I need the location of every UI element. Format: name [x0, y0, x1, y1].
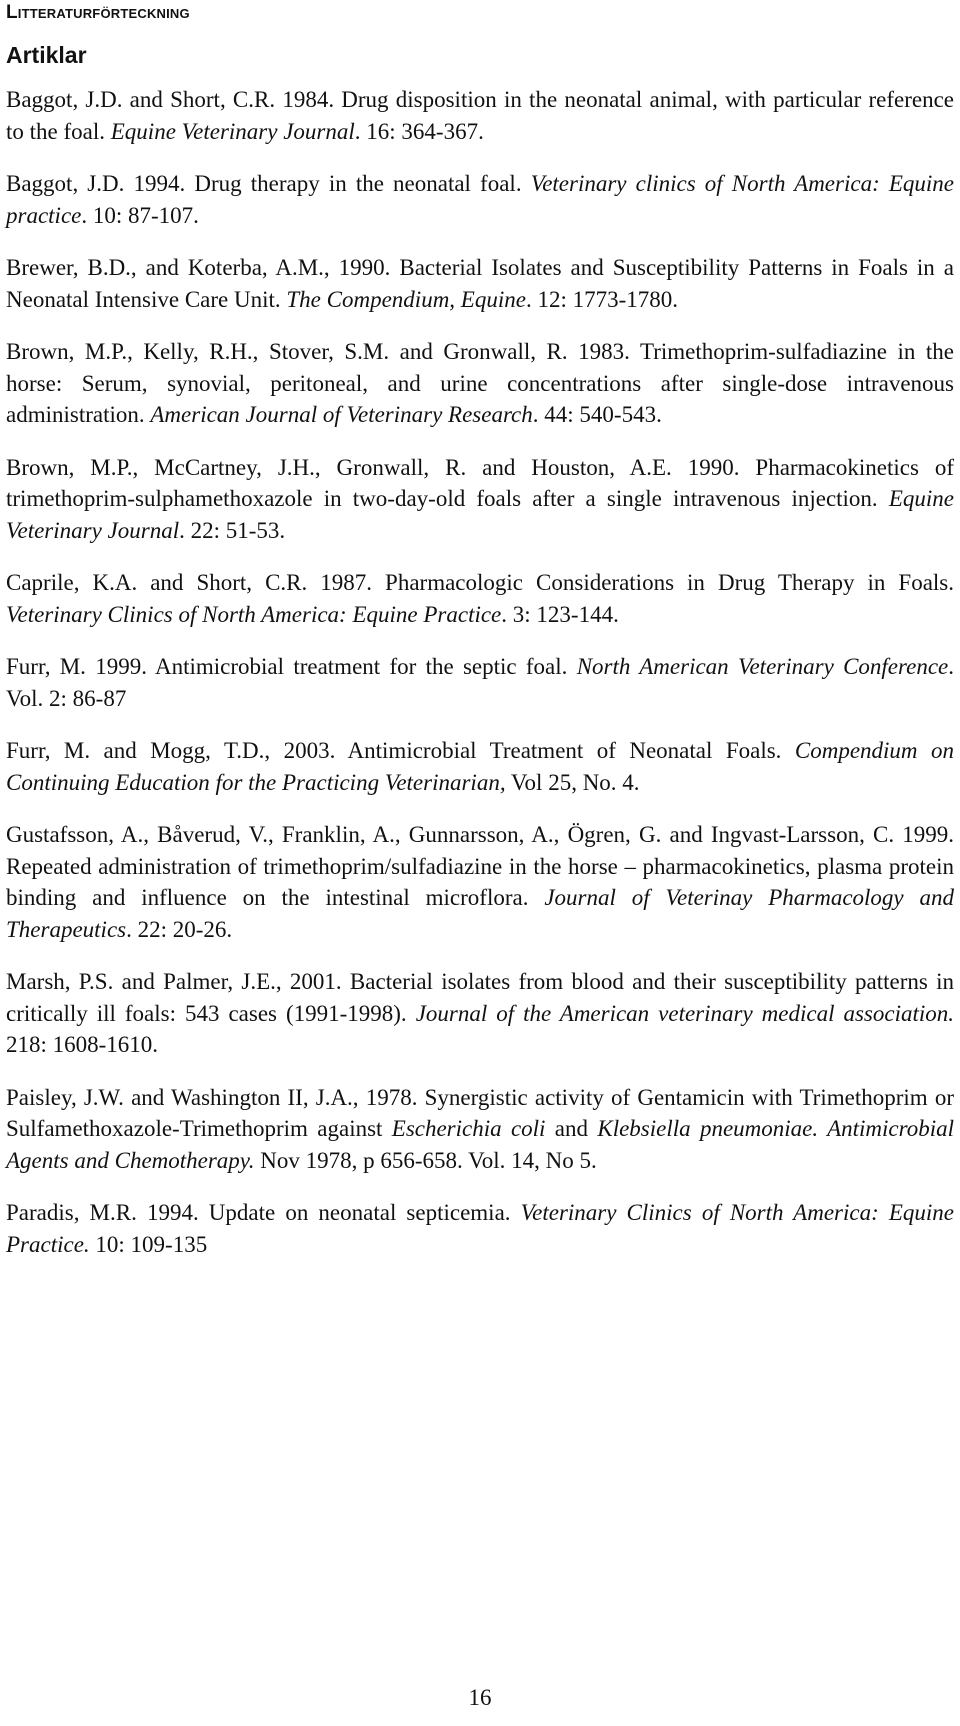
reference-item: Furr, M. 1999. Antimicrobial treatment for the septic foal. North American Veterinary Conference. Vol. 2: 86-87 — [6, 654, 954, 711]
reference-item: Brown, M.P., McCartney, J.H., Gronwall, R. and Houston, A.E. 1990. Pharmacokinetics of trimethoprim-sulphamethoxazole in two-day-old foals after a single intravenous injection. Equine Veterinary Journal. 22: 51-53. — [6, 454, 954, 543]
document-page — [6, 0, 954, 1726]
reference-item: Paradis, M.R. 1994. Update on neonatal septicemia. Veterinary Clinics of North America: Equine Practice. 10: 109-135 — [6, 1200, 955, 1257]
reference-item: Gustafsson, A., Båverud, V., Franklin, A., Gunnarsson, A., Ögren, G. and Ingvast-Larsson, C. 1999. Repeated administration of trimethoprim/sulfadiazine in the horse – pharmacokinetics, plasma protein binding and influence on the intestinal microflora. Journal of Veterinay Pharmacology and Therapeutics. 22: 20-26. — [6, 822, 954, 942]
reference-item: Paisley, J.W. and Washington II, J.A., 1978. Synergistic activity of Gentamicin with Trimethoprim or Sulfamethoxazole-Trimethoprim against Escherichia coli and Klebsiella pneumoniae. Antimicrobial Agents and Chemotherapy. Nov 1978, p 656-658. Vol. 14, No 5. — [6, 1084, 954, 1173]
page-number: 16 — [468, 1685, 492, 1710]
reference-item: Baggot, J.D. 1994. Drug therapy in the neonatal foal. Veterinary clinics of North America: Equine practice. 10: 87-107. — [6, 171, 954, 228]
reference-item: Baggot, J.D. and Short, C.R. 1984. Drug disposition in the neonatal animal, with particular reference to the foal. Equine Veterinary Journal. 16: 364-367. — [6, 87, 954, 144]
reference-list — [6, 84, 954, 1281]
reference-item: Furr, M. and Mogg, T.D., 2003. Antimicrobial Treatment of Neonatal Foals. Compendium on Continuing Education for the Practicing Veterinarian, Vol 25, No. 4. — [6, 738, 954, 795]
reference-item: Brown, M.P., Kelly, R.H., Stover, S.M. and Gronwall, R. 1983. Trimethoprim-sulfadiazine in the horse: Serum, synovial, peritoneal, and urine concentrations after single-dose intravenous administration. American Journal of Veterinary Research. 44: 540-543. — [6, 339, 954, 427]
reference-item: Marsh, P.S. and Palmer, J.E., 2001. Bacterial isolates from blood and their susceptibility patterns in critically ill foals: 543 cases (1991-1998). Journal of the American veterinary medical association. 218: 1608-1610. — [6, 969, 954, 1057]
reference-item: Caprile, K.A. and Short, C.R. 1987. Pharmacologic Considerations in Drug Therapy in Foals. Veterinary Clinics of North America: Equine Practice. 3: 123-144. — [6, 570, 954, 627]
section-title: Litteraturförteckning — [6, 2, 190, 23]
subsection-title: Artiklar — [6, 42, 87, 68]
reference-item: Brewer, B.D., and Koterba, A.M., 1990. Bacterial Isolates and Susceptibility Patterns in Foals in a Neonatal Intensive Care Unit. The Compendium, Equine. 12: 1773-1780. — [6, 255, 954, 312]
